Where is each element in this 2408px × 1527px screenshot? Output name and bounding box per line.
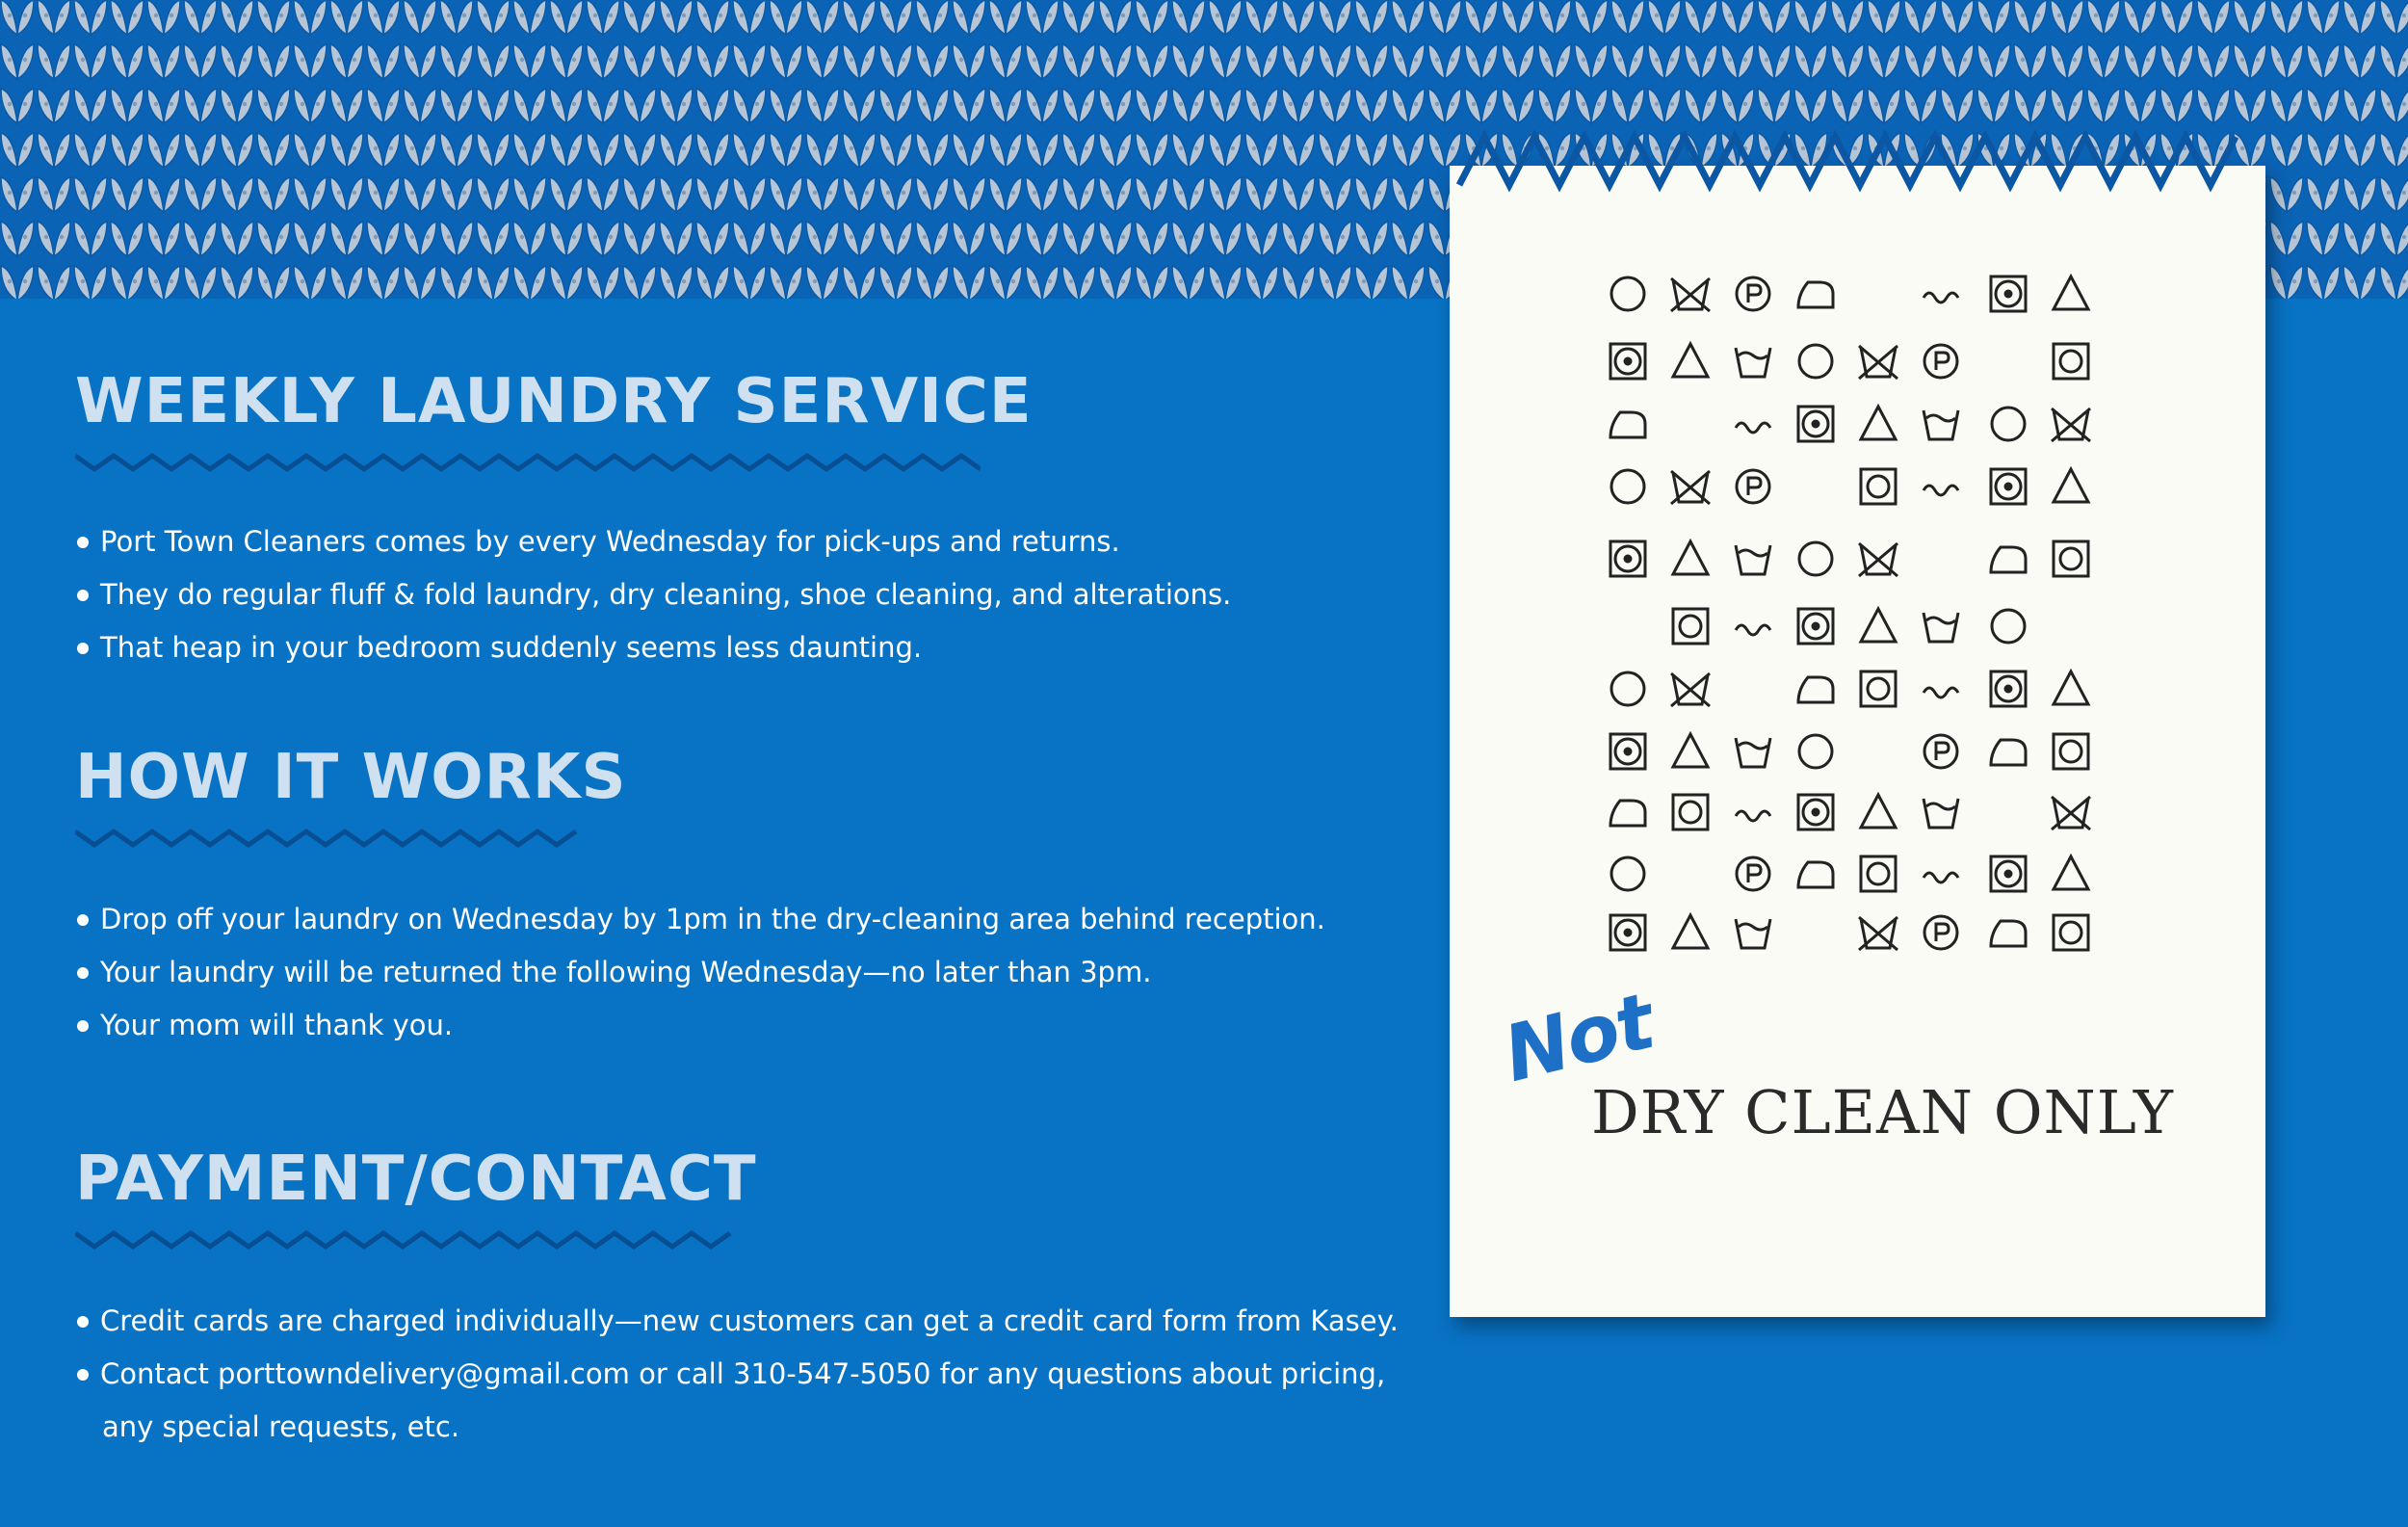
section-heading: PAYMENT/CONTACT <box>75 1144 757 1215</box>
care-symbol-icon <box>2052 797 2090 829</box>
care-symbol-icon <box>1736 625 1770 635</box>
list-item: Your mom will thank you. <box>75 999 1325 1052</box>
care-symbol-icon <box>1736 811 1770 821</box>
care-symbol-icon <box>1924 293 1958 303</box>
care-symbol-icon <box>1671 278 1710 311</box>
care-symbol-icon <box>1798 609 1833 644</box>
care-symbol-icon <box>2054 344 2088 379</box>
list-item: Your laundry will be returned the following Wednesday—no later than 3pm. <box>75 946 1325 999</box>
care-symbol-icon <box>1737 857 1769 890</box>
care-symbol-icon <box>1798 795 1833 829</box>
care-symbol-icon <box>1924 916 1957 949</box>
care-symbol-icon <box>2054 541 2088 576</box>
care-symbol-icon <box>1611 277 1644 310</box>
care-symbol-icon <box>1611 672 1644 705</box>
care-symbol-icon <box>2054 276 2088 309</box>
care-symbol-icon <box>1861 671 1896 706</box>
care-symbol-icon <box>1799 735 1832 768</box>
care-symbol-icon <box>1673 609 1708 644</box>
care-symbol-icon <box>1924 345 1957 378</box>
list-item-continuation: any special requests, etc. <box>102 1410 460 1443</box>
care-symbol-icon <box>1924 873 1958 882</box>
care-symbol-icon <box>2054 915 2088 950</box>
care-symbol-icon <box>1799 345 1832 378</box>
care-symbol-icon <box>1924 613 1958 642</box>
care-symbol-icon <box>1610 801 1645 826</box>
care-symbol-icon <box>1736 348 1770 377</box>
care-symbol-icon <box>1736 545 1770 574</box>
dry-clean-only-title: DRY CLEAN ONLY <box>1591 1077 2174 1147</box>
care-symbol-icon <box>1798 407 1833 441</box>
care-symbol-icon <box>1861 469 1896 504</box>
section-heading: HOW IT WORKS <box>75 742 627 813</box>
care-symbol-icon <box>1859 917 1898 950</box>
list-item: Credit cards are charged individually—new customers can get a credit card form from Kasey. <box>75 1295 1399 1348</box>
care-symbol-icon <box>1861 856 1896 891</box>
care-symbol-icon <box>1610 915 1645 950</box>
care-symbol-icon <box>1992 408 2025 440</box>
care-symbol-icon <box>1736 738 1770 767</box>
care-symbol-icon <box>2054 734 2088 769</box>
care-symbol-icon <box>1673 795 1708 829</box>
list-item: That heap in your bedroom suddenly seems less daunting. <box>75 621 1231 674</box>
care-symbol-icon <box>1671 471 1710 504</box>
care-symbol-icon <box>1991 740 2026 765</box>
care-symbol-icon <box>1673 344 1708 377</box>
care-symbol-icon <box>1671 673 1710 706</box>
care-symbol-icon <box>1799 542 1832 575</box>
care-symbol-icon <box>1610 734 1645 769</box>
care-symbol-icon <box>1991 921 2026 946</box>
care-symbol-icon <box>1924 799 1958 828</box>
care-symbol-icon <box>1798 677 1833 702</box>
care-symbol-icon <box>1992 610 2025 643</box>
care-symbol-icon <box>1991 547 2026 572</box>
care-symbol-icon <box>1861 609 1896 642</box>
care-symbol-icon <box>2052 408 2090 441</box>
not-label: Not <box>1495 976 1662 1099</box>
care-symbol-icon <box>1991 276 2026 311</box>
care-symbol-icon <box>1924 735 1957 768</box>
list-item: Contact porttowndelivery@gmail.com or call 310-547-5050 for any questions about pricing, <box>75 1348 1399 1401</box>
care-symbol-icon <box>1924 410 1958 439</box>
section-heading: WEEKLY LAUNDRY SERVICE <box>75 366 1033 437</box>
care-symbol-icon <box>1610 412 1645 437</box>
care-symbol-icon <box>2054 671 2088 704</box>
care-symbol-icon <box>1991 671 2026 706</box>
care-symbol-icon <box>1737 277 1769 310</box>
care-symbol-icon <box>2054 469 2088 502</box>
care-symbol-icon <box>1924 688 1958 698</box>
care-symbol-icon <box>1610 541 1645 576</box>
list-item: They do regular fluff & fold laundry, dry cleaning, shoe cleaning, and alterations. <box>75 568 1231 621</box>
care-symbol-icon <box>2054 856 2088 889</box>
care-symbol-icon <box>1798 282 1833 307</box>
list-item: Drop off your laundry on Wednesday by 1pm in the dry-cleaning area behind reception. <box>75 893 1325 946</box>
care-symbol-icon <box>1861 795 1896 828</box>
care-symbol-icon <box>1673 734 1708 767</box>
care-symbol-icon <box>1924 486 1958 495</box>
care-symbol-icon <box>1736 423 1770 433</box>
care-symbol-icon <box>1991 469 2026 504</box>
care-symbol-icon <box>1673 541 1708 574</box>
care-symbol-icon <box>1991 856 2026 891</box>
care-symbol-icon <box>1798 862 1833 887</box>
care-symbol-icon <box>1859 346 1898 379</box>
care-symbol-icon <box>1610 344 1645 379</box>
care-symbol-icon <box>1611 857 1644 890</box>
care-symbol-icon <box>1736 919 1770 948</box>
list-item: Port Town Cleaners comes by every Wednesday for pick-ups and returns. <box>75 515 1231 568</box>
care-symbol-icon <box>1611 470 1644 503</box>
care-symbol-icon <box>1859 543 1898 576</box>
care-symbol-icon <box>1673 915 1708 948</box>
care-symbol-icon <box>1737 470 1769 503</box>
care-symbol-icon <box>1861 407 1896 439</box>
